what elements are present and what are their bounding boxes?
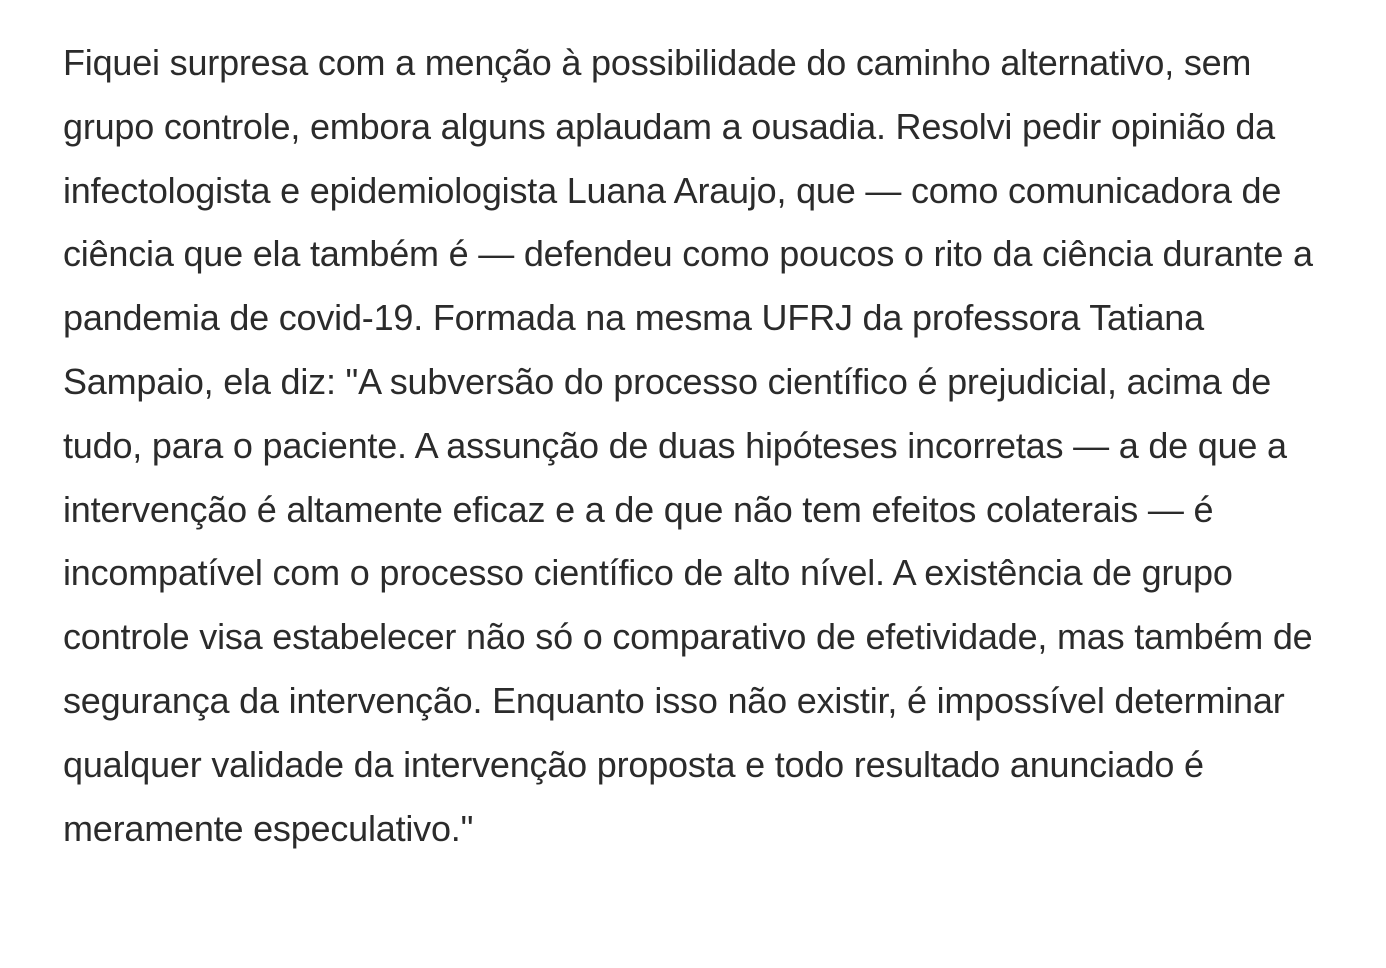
article-paragraph: Fiquei surpresa com a menção à possibilidade do caminho alternativo, sem grupo controle, embora alguns aplaudam a ousadia. Resolvi pedir opinião da infectologista e epidemiologista Luana Araujo, que — como comunicadora de ciência que ela também é — defendeu como poucos o rito da ciência durante a pandemia de covid-19. Formada na mesma UFRJ da professora Tatiana Sampaio, ela diz: "A subversão do processo científico é prejudicial, acima de tudo, para o paciente. A assunção de duas hipóteses incorretas — a de que a intervenção é altamente eficaz e a de que não tem efeitos colaterais — é incompatível com o processo científico de alto nível. A existência de grupo controle visa estabelecer não só o comparativo de efetividade, mas também de segurança da intervenção. Enquanto isso não existir, é impossível determinar qualquer validade da intervenção proposta e todo resultado anunciado é meramente especulativo.": [63, 42, 1313, 849]
